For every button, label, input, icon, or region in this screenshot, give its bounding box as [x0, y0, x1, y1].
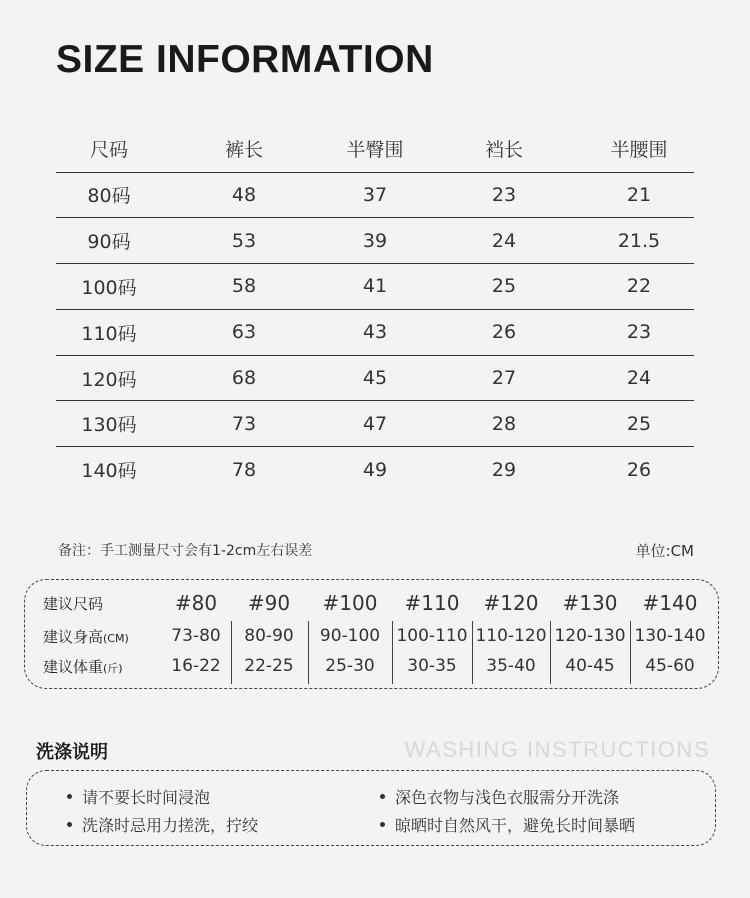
column-divider: [550, 621, 551, 684]
table-row: [56, 401, 694, 447]
table-cell: 100码: [56, 264, 162, 310]
table-cell: 47: [326, 401, 424, 447]
table-row: [56, 309, 694, 355]
column-divider: [630, 621, 631, 684]
table-cell: 48: [162, 172, 326, 218]
recommend-height: 73-80: [171, 626, 221, 646]
recommend-weight: 22-25: [244, 656, 294, 676]
table-row: [56, 264, 694, 310]
table-cell: 68: [162, 355, 326, 401]
table-cell: 78: [162, 447, 326, 493]
table-cell: 26: [584, 447, 694, 493]
recommend-height: 110-120: [475, 626, 547, 646]
table-cell: 41: [326, 264, 424, 310]
table-cell: 24: [584, 355, 694, 401]
table-cell: 90码: [56, 218, 162, 264]
col-header-size: 尺码: [89, 138, 128, 161]
washing-item: 晾晒时自然风干，避免长时间暴晒: [380, 813, 635, 836]
recommend-weight: 30-35: [407, 656, 457, 676]
table-cell: 23: [584, 309, 694, 355]
bullet-icon: [380, 822, 385, 827]
table-row: [56, 172, 694, 218]
recommend-weight: 35-40: [486, 656, 536, 676]
recommend-weight: 25-30: [325, 656, 375, 676]
table-cell: 26: [424, 309, 584, 355]
table-cell: 22: [584, 264, 694, 310]
table-cell: 58: [162, 264, 326, 310]
recommend-size-label: 建议尺码: [43, 594, 104, 613]
bullet-icon: [380, 794, 385, 799]
table-cell: 63: [162, 309, 326, 355]
recommend-size: #80: [174, 591, 218, 615]
table-cell: 28: [424, 401, 584, 447]
table-cell: 43: [326, 309, 424, 355]
recommend-height: 120-130: [554, 626, 626, 646]
washing-title-en: WASHING INSTRUCTIONS: [404, 737, 710, 762]
washing-item: 请不要长时间浸泡: [67, 785, 210, 808]
recommend-size: #90: [247, 591, 291, 615]
recommend-weight-label: 建议体重(斤): [43, 657, 123, 676]
col-header-pants-length: 裤长: [224, 138, 263, 161]
table-cell: 21.5: [584, 218, 694, 264]
table-cell: 45: [326, 355, 424, 401]
column-divider: [472, 621, 473, 684]
table-cell: 49: [326, 447, 424, 493]
column-divider: [231, 621, 232, 684]
table-cell: 80码: [56, 172, 162, 218]
col-header-half-waist: 半腰围: [610, 138, 668, 161]
page-title: SIZE INFORMATION: [56, 38, 434, 81]
table-row: [56, 218, 694, 264]
recommend-size-row: [25, 590, 718, 616]
table-cell: 25: [584, 401, 694, 447]
recommend-weight-row: [25, 652, 718, 680]
table-row: [56, 447, 694, 493]
recommendation-box: [24, 579, 719, 689]
table-cell: 24: [424, 218, 584, 264]
recommend-weight: 45-60: [645, 656, 695, 676]
bullet-icon: [67, 822, 72, 827]
recommend-height: 130-140: [634, 626, 706, 646]
table-cell: 110码: [56, 309, 162, 355]
table-header-row: [56, 125, 694, 172]
recommend-size: #100: [322, 591, 378, 615]
table-cell: 25: [424, 264, 584, 310]
washing-item: 深色衣物与浅色衣服需分开洗涤: [380, 785, 619, 808]
washing-instructions-box: [26, 770, 716, 846]
recommend-size: #130: [562, 591, 618, 615]
recommend-weight: 16-22: [171, 656, 221, 676]
recommend-size: #140: [642, 591, 698, 615]
col-header-crotch: 裆长: [484, 138, 523, 161]
table-cell: 37: [326, 172, 424, 218]
washing-item: 洗涤时忌用力搓洗，拧绞: [67, 813, 258, 836]
washing-title: 洗涤说明: [36, 742, 108, 763]
recommend-size: #110: [404, 591, 460, 615]
recommend-height-row: [25, 622, 718, 650]
table-cell: 140码: [56, 447, 162, 493]
recommend-weight: 40-45: [565, 656, 615, 676]
col-header-half-hip: 半臀围: [346, 138, 404, 161]
column-divider: [392, 621, 393, 684]
bullet-icon: [67, 794, 72, 799]
table-cell: 120码: [56, 355, 162, 401]
table-cell: 73: [162, 401, 326, 447]
recommend-height-label: 建议身高(CM): [43, 627, 129, 646]
table-cell: 39: [326, 218, 424, 264]
recommend-height: 80-90: [244, 626, 294, 646]
measurement-note: 备注：手工测量尺寸会有1-2cm左右误差: [58, 543, 313, 559]
recommend-height: 100-110: [396, 626, 468, 646]
table-cell: 21: [584, 172, 694, 218]
column-divider: [308, 621, 309, 684]
table-cell: 23: [424, 172, 584, 218]
recommend-size: #120: [483, 591, 539, 615]
recommend-height: 90-100: [319, 626, 381, 646]
size-table: [56, 125, 694, 493]
table-cell: 27: [424, 355, 584, 401]
table-cell: 53: [162, 218, 326, 264]
unit-label: 单位:CM: [635, 542, 694, 560]
table-row: [56, 355, 694, 401]
table-cell: 130码: [56, 401, 162, 447]
table-cell: 29: [424, 447, 584, 493]
